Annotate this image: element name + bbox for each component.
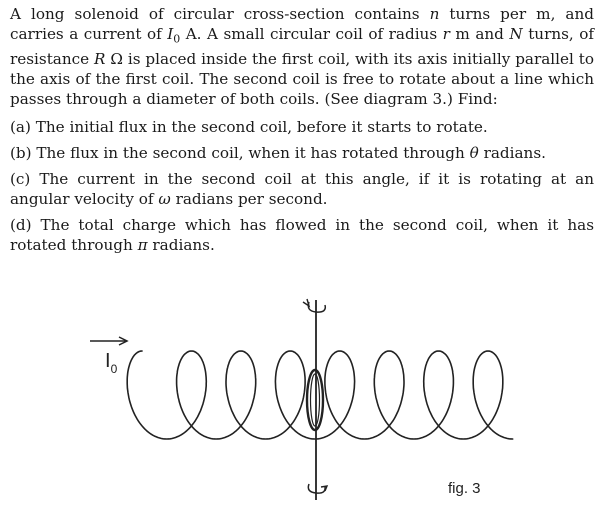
var-omega: ω [158, 190, 171, 209]
figure-caption: fig. 3 [448, 480, 481, 497]
ohm-symbol: Ω [105, 50, 123, 69]
problem-text [10, 4, 594, 261]
part-c: (c) The current in the second coil at this angle, if it is rotating at an angular velocity of ω radians per second. [10, 170, 594, 209]
var-theta: θ [469, 144, 479, 163]
solenoid-diagram [0, 288, 601, 512]
small-coil-inner [311, 374, 320, 426]
var-R: R [94, 50, 106, 69]
var-n: n [429, 5, 440, 23]
var-N: N [509, 25, 523, 43]
var-r: r [442, 25, 450, 43]
current-label: $I_0$ [105, 350, 118, 376]
part-a: (a) The initial flux in the second coil, before it starts to rotate. [10, 118, 488, 137]
problem-intro: A long solenoid of circular cross-section contains n turns per m, and carries a current of $I_0$ A. A small circular coil of radius r m and N turns, of resistance R Ω is placed inside the first coil, with its axis initially parallel to the axis of the first coil. The second coil is free to rotate about a line which passes through a diameter of both coils. (See diagram 3.) Find: [10, 5, 595, 109]
part-d: (d) The total charge which has flowed in the second coil, when it has rotated through π radians. [10, 216, 594, 255]
var-pi: π [137, 236, 148, 255]
small-coil [307, 370, 323, 430]
var-I0: $I_0$ [167, 25, 181, 46]
part-b: (b) The flux in the second coil, when it has rotated through θ radians. [10, 144, 546, 163]
rotation-arrowhead-top-icon [303, 299, 309, 306]
